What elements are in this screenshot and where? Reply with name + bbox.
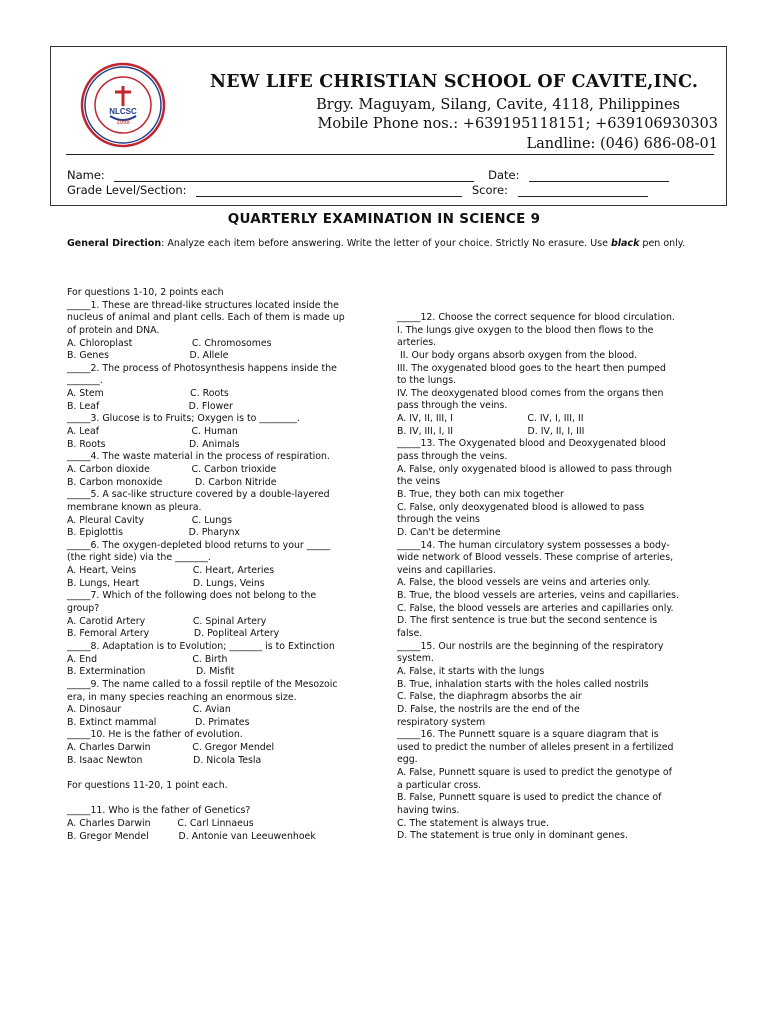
question-line: D. The statement is true only in dominant genes.: [397, 830, 628, 842]
school-address: Brgy. Maguyam, Silang, Cavite, 4118, Philippines: [316, 97, 680, 113]
question-line: II. Our body organs absorb oxygen from the blood.: [397, 349, 638, 361]
question-line: III. The oxygenated blood goes to the heart then pumped: [397, 362, 666, 374]
question-line: _____8. Adaptation is to Evolution; _______ is to Extinction: [67, 640, 335, 652]
school-mobile: Mobile Phone nos.: +639195118151; +639106930303: [317, 116, 718, 132]
question-line: _____2. The process of Photosynthesis happens inside the: [67, 362, 337, 374]
school-logo: [80, 62, 166, 148]
question-line: I. The lungs give oxygen to the blood then flows to the: [397, 324, 654, 336]
question-line: the veins: [397, 476, 441, 488]
question-line: A. IV, II, III, I C. IV, I, III, II: [397, 413, 584, 425]
question-line: A. False, only oxygenated blood is allowed to pass through: [397, 463, 672, 475]
question-line: A. Dinosaur C. Avian: [67, 704, 231, 716]
question-line: A. End C. Birth: [67, 653, 228, 665]
question-line: D. Can't be determine: [397, 526, 501, 538]
question-line: B. Extinct mammal D. Primates: [67, 716, 250, 728]
question-line: B. Isaac Newton D. Nicola Tesla: [67, 754, 262, 766]
question-line: A. Heart, Veins C. Heart, Arteries: [67, 565, 275, 577]
question-line: arteries.: [397, 337, 437, 349]
question-line: B. Gregor Mendel D. Antonie van Leeuwenhoek: [67, 830, 316, 842]
question-line: wide network of Blood vessels. These comprise of arteries,: [397, 552, 674, 564]
question-line: D. False, the nostrils are the end of the: [397, 703, 580, 715]
grade-score-row: [67, 183, 648, 197]
question-line: (the right side) via the _______.: [67, 552, 211, 564]
question-line: group?: [67, 603, 100, 615]
question-line: egg.: [397, 754, 418, 766]
name-label: Name:: [67, 168, 105, 182]
header-divider: [66, 154, 714, 155]
question-line: B. Roots D. Animals: [67, 438, 240, 450]
question-line: B. Carbon monoxide D. Carbon Nitride: [67, 476, 277, 488]
question-line: _____5. A sac-like structure covered by a double-layered: [67, 489, 330, 501]
question-line: _____15. Our nostrils are the beginning of the respiratory: [397, 640, 664, 652]
left-question-column: [67, 287, 345, 843]
question-line: era, in many species reaching an enormous size.: [67, 691, 297, 703]
question-line: A. Charles Darwin C. Carl Linnaeus: [67, 817, 254, 829]
name-date-row: [67, 168, 669, 182]
question-line: C. The statement is always true.: [397, 817, 550, 829]
question-line: D. The first sentence is true but the second sentence is: [397, 615, 658, 627]
question-line: of protein and DNA.: [67, 324, 160, 336]
question-line: false.: [397, 628, 423, 640]
question-line: A. Pleural Cavity C. Lungs: [67, 514, 232, 526]
question-line: _____9. The name called to a fossil reptile of the Mesozoic: [67, 678, 338, 690]
question-line: [67, 793, 345, 806]
question-line: pass through the veins.: [397, 400, 508, 412]
score-field[interactable]: [518, 185, 648, 197]
question-line: A. Stem C. Roots: [67, 388, 229, 400]
question-line: A. Chloroplast C. Chromosomes: [67, 337, 272, 349]
right-question-column: [397, 312, 679, 843]
question-line: A. False, Punnett square is used to predict the genotype of: [397, 767, 672, 779]
question-line: _______.: [67, 375, 103, 387]
question-line: _____7. Which of the following does not belong to the: [67, 590, 317, 602]
general-directions: [67, 237, 717, 250]
logo-initials: NLCSC: [109, 107, 137, 116]
question-line: B. False, Punnett square is used to predict the chance of: [397, 792, 662, 804]
question-line: _____11. Who is the father of Genetics?: [67, 805, 251, 817]
question-line: A. Carotid Artery C. Spinal Artery: [67, 615, 267, 627]
question-line: _____13. The Oxygenated blood and Deoxygenated blood: [397, 438, 666, 450]
school-name: NEW LIFE CHRISTIAN SCHOOL OF CAVITE,INC.: [210, 72, 699, 92]
question-line: veins and capillaries.: [397, 564, 496, 576]
question-line: _____1. These are thread-like structures located inside the: [67, 299, 339, 311]
question-line: _____14. The human circulatory system possesses a body-: [397, 539, 670, 551]
score-label: Score:: [471, 183, 508, 197]
directions-emphasis: black: [610, 238, 640, 249]
question-line: [67, 767, 345, 780]
date-label: Date:: [488, 168, 520, 182]
date-field[interactable]: [529, 170, 669, 182]
question-line: A. Leaf C. Human: [67, 426, 238, 438]
question-line: having twins.: [397, 804, 460, 816]
question-line: C. False, the blood vessels are arteries and capillaries only.: [397, 602, 674, 614]
name-field[interactable]: [114, 170, 474, 182]
question-line: _____12. Choose the correct sequence for blood circulation.: [397, 312, 675, 323]
question-line: B. True, they both can mix together: [397, 488, 564, 500]
question-line: For questions 1-10, 2 points each: [67, 287, 224, 298]
question-line: _____6. The oxygen-depleted blood returns to your _____: [67, 539, 331, 551]
question-line: B. Genes D. Allele: [67, 350, 229, 362]
logo-year: 1998: [116, 120, 130, 126]
question-line: A. Charles Darwin C. Gregor Mendel: [67, 742, 275, 754]
question-line: nucleus of animal and plant cells. Each of them is made up: [67, 312, 345, 324]
directions-label: General Direction: [67, 238, 162, 249]
question-line: B. True, inhalation starts with the holes called nostrils: [397, 678, 649, 690]
school-landline: Landline: (046) 686-08-01: [526, 136, 718, 152]
question-line: to the lungs.: [397, 375, 457, 387]
question-line: B. Extermination D. Misfit: [67, 666, 235, 678]
directions-text-end: pen only.: [639, 238, 686, 249]
question-line: C. False, the diaphragm absorbs the air: [397, 691, 582, 703]
question-line: B. Epiglottis D. Pharynx: [67, 527, 240, 539]
question-line: B. Femoral Artery D. Popliteal Artery: [67, 628, 280, 640]
question-line: respiratory system: [397, 716, 486, 728]
question-line: A. False, it starts with the lungs: [397, 665, 545, 677]
question-line: through the veins: [397, 514, 480, 526]
question-line: pass through the veins.: [397, 451, 508, 463]
grade-field[interactable]: [196, 185, 462, 197]
question-line: B. Lungs, Heart D. Lungs, Veins: [67, 577, 265, 589]
question-line: IV. The deoxygenated blood comes from the organs then: [397, 387, 664, 399]
question-line: A. False, the blood vessels are veins and arteries only.: [397, 577, 651, 589]
question-line: A. Carbon dioxide C. Carbon trioxide: [67, 463, 277, 475]
question-line: B. True, the blood vessels are arteries, veins and capillaries.: [397, 590, 680, 602]
question-line: B. IV, III, I, II D. IV, II, I, III: [397, 425, 585, 437]
question-line: used to predict the number of alleles present in a fertilized: [397, 741, 674, 753]
question-line: a particular cross.: [397, 779, 482, 791]
question-line: _____16. The Punnett square is a square diagram that is: [397, 729, 659, 741]
exam-title: QUARTERLY EXAMINATION IN SCIENCE 9: [227, 211, 541, 227]
question-line: _____4. The waste material in the process of respiration.: [67, 451, 330, 463]
question-line: _____10. He is the father of evolution.: [67, 729, 243, 741]
question-line: For questions 11-20, 1 point each.: [67, 779, 228, 791]
grade-label: Grade Level/Section:: [67, 183, 187, 197]
question-line: membrane known as pleura.: [67, 501, 202, 513]
question-line: _____3. Glucose is to Fruits; Oxygen is to ________.: [67, 413, 300, 425]
question-line: system.: [397, 653, 434, 665]
question-line: B. Leaf D. Flower: [67, 400, 233, 412]
question-line: C. False, only deoxygenated blood is allowed to pass: [397, 501, 645, 513]
directions-text: : Analyze each item before answering. Write the letter of your choice. Strictly No erasure. Use: [161, 238, 611, 249]
